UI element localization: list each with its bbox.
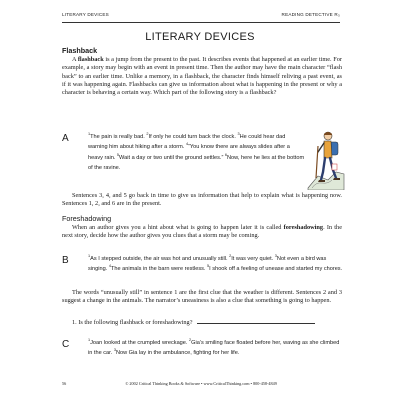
sentence-number: 5 xyxy=(116,152,120,157)
sentence-number: 3 xyxy=(274,254,277,259)
page-number: 56 xyxy=(62,381,67,386)
sentence-number: 4 xyxy=(108,264,111,269)
sentence: If only he could turn back the clock. xyxy=(148,134,238,140)
sentence-number: 2 xyxy=(189,338,192,343)
copyright-line: © 2002 Critical Thinking Books & Software • www.CriticalThinking.com • 800-458-4849 xyxy=(125,381,277,386)
sentence-number: 5 xyxy=(207,264,210,269)
story-b-letter: B xyxy=(62,255,69,266)
sentence-number: 2 xyxy=(229,254,232,259)
flashback-heading: Flashback xyxy=(62,46,98,55)
sentence: Now Gia lay in the ambulance, fighting for her life. xyxy=(115,350,240,357)
sentence: “You know there are always slides after a heavy rain. xyxy=(88,144,290,161)
sentence-number: 2 xyxy=(146,132,149,137)
running-header xyxy=(62,12,340,23)
foreshadowing-intro: When an author gives you a hint about what is going to happen later it is called foreshadowing. In the next story, decide how the author gives you clues that a storm may be coming. xyxy=(62,224,342,240)
injured-hiker-illustration xyxy=(306,128,346,190)
header-right: READING DETECTIVE R₃ xyxy=(281,12,340,17)
sentence-number: 1 xyxy=(88,254,91,259)
page-title: LITERARY DEVICES xyxy=(145,31,255,43)
sentence: Gia’s smiling face floated before her, waving as she climbed in the car. xyxy=(88,340,340,357)
story-b-text xyxy=(88,254,343,275)
story-a-text xyxy=(88,132,306,174)
sentence: Now, here he lies at the bottom of the ravine. xyxy=(88,154,305,172)
sentence: The pain is really bad. xyxy=(90,134,147,140)
sentence-number: 3 xyxy=(113,348,116,353)
foreshadowing-explanation: The words “unusually still” in sentence 1 are the first clue that the weather is different. Sentences 2 and 3 suggest a change in the animals. The narrator’s uneasiness is also a clue that something is going to happen. xyxy=(62,289,342,305)
sentence: Joan looked at the crumpled wreckage. xyxy=(90,340,190,346)
flashback-explanation: Sentences 3, 4, and 5 go back in time to give us information that help to explain what is happening now. Sentences 1, 2, and 6 are in the present. xyxy=(62,192,342,208)
sentence-number: 6 xyxy=(224,152,227,157)
foreshadowing-heading: Foreshadowing xyxy=(62,214,112,223)
header-left: LITERARY DEVICES xyxy=(62,12,109,17)
flashback-term: flashback xyxy=(77,56,104,63)
story-c-letter: C xyxy=(62,339,70,350)
story-c-text xyxy=(88,338,343,359)
answer-line[interactable] xyxy=(197,323,315,324)
question-1: 1. Is the following flashback or foreshadowing? xyxy=(72,319,315,326)
sentence: It was very quiet. xyxy=(231,256,275,262)
sentence-number: 1 xyxy=(88,132,91,137)
flashback-intro: A flashback is a jump from the present to the past. It describes events that happened at an earlier time. For example, a story may begin with an event in present time. Then the author may have the main character “flash back” to an earlier time. Unlike a memory, in a flashback, the character finds himself reliving a past event, as if it was happening again. Flashbacks can give us information about what is happening in the present or why a character is behaving a certain way. Which part of the following story is a flashback? xyxy=(62,56,342,97)
story-a-letter: A xyxy=(62,133,69,144)
sentence-number: 4 xyxy=(185,142,189,147)
sentence-number: 1 xyxy=(88,338,91,343)
foreshadowing-term: foreshadowing xyxy=(283,224,324,231)
sentence-number: 3 xyxy=(237,132,240,137)
sentence: He could hear dad warning him about hiking after a storm. xyxy=(88,134,286,151)
sentence: As I stepped outside, the air was hot and unusually still. xyxy=(90,256,230,262)
sentence: Wait a day or two until the ground settles.” xyxy=(119,154,225,161)
sentence: Not even a bird was singing. xyxy=(88,256,327,273)
sentence: The animals in the barn were restless. xyxy=(110,266,208,273)
sentence: I shook off a feeling of unease and started my chores. xyxy=(209,266,343,273)
